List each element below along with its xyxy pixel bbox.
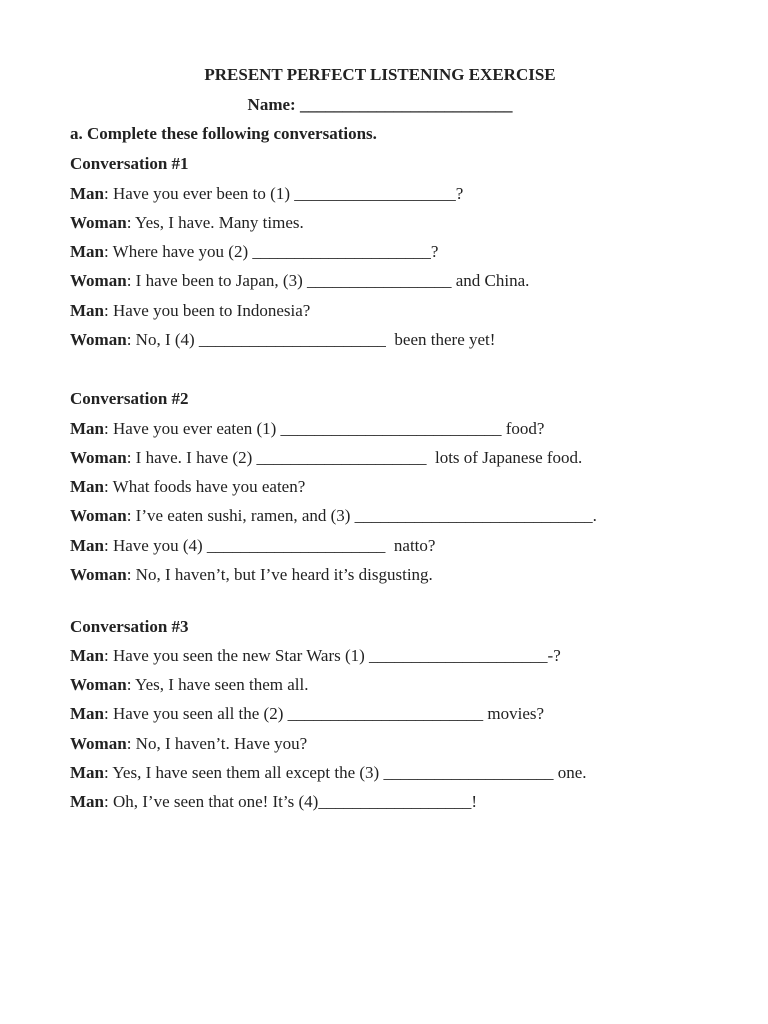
dialogue-line — [70, 646, 561, 666]
dialogue-text: : I have been to Japan, (3) _________________ and China. — [126, 271, 530, 290]
dialogue-text: : Oh, I’ve seen that one! It’s (4)__________________! — [104, 792, 477, 811]
speaker-label: Man — [70, 646, 104, 665]
speaker-label: Man — [70, 184, 104, 203]
dialogue-text: : Yes, I have. Many times. — [126, 213, 304, 232]
speaker-label: Woman — [70, 506, 127, 525]
speaker-label: Man — [70, 242, 104, 261]
speaker-label: Man — [70, 792, 104, 811]
dialogue-line — [70, 271, 529, 291]
dialogue-line — [70, 792, 477, 812]
dialogue-line — [70, 565, 433, 585]
worksheet-title: PRESENT PERFECT LISTENING EXERCISE — [204, 65, 556, 84]
dialogue-text: : Have you seen all the (2) _______________________ movies? — [104, 704, 545, 723]
speaker-label: Woman — [70, 565, 127, 584]
dialogue-line — [70, 419, 544, 439]
dialogue-text: : What foods have you eaten? — [104, 477, 306, 496]
instruction: a. Complete these following conversations. — [70, 124, 377, 143]
name-field-line — [0, 95, 760, 115]
speaker-label: Man — [70, 704, 104, 723]
dialogue-text: : Yes, I have seen them all. — [126, 675, 309, 694]
dialogue-line — [70, 301, 310, 321]
speaker-label: Man — [70, 477, 104, 496]
dialogue-line — [70, 448, 582, 468]
dialogue-line — [70, 763, 587, 783]
conversation-3-heading: Conversation #3 — [70, 617, 189, 636]
dialogue-text: : Have you been to Indonesia? — [104, 301, 311, 320]
dialogue-text: : Have you (4) _____________________ natto? — [104, 536, 436, 555]
speaker-label: Man — [70, 301, 104, 320]
speaker-label: Man — [70, 536, 104, 555]
dialogue-line — [70, 477, 305, 497]
speaker-label: Woman — [70, 213, 127, 232]
conversation-1-heading: Conversation #1 — [70, 154, 189, 173]
speaker-label: Woman — [70, 448, 127, 467]
dialogue-line — [70, 734, 307, 754]
speaker-label: Woman — [70, 675, 127, 694]
dialogue-text: : No, I haven’t. Have you? — [126, 734, 308, 753]
dialogue-line — [70, 536, 435, 556]
dialogue-text: : No, I haven’t, but I’ve heard it’s disgusting. — [126, 565, 433, 584]
dialogue-line — [70, 242, 438, 262]
dialogue-line — [70, 184, 463, 204]
name-blank: _________________________ — [295, 95, 513, 114]
speaker-label: Man — [70, 419, 104, 438]
speaker-label: Man — [70, 763, 104, 782]
dialogue-text: : Yes, I have seen them all except the (3) ____________________ one. — [104, 763, 587, 782]
name-label: Name: — [247, 95, 296, 114]
dialogue-text: : No, I (4) ______________________ been there yet! — [126, 330, 496, 349]
dialogue-text: : I’ve eaten sushi, ramen, and (3) ____________________________. — [126, 506, 597, 525]
dialogue-line — [70, 330, 495, 350]
dialogue-line — [70, 506, 597, 526]
speaker-label: Woman — [70, 330, 127, 349]
dialogue-line — [70, 704, 544, 724]
dialogue-text: : Where have you (2) _____________________? — [104, 242, 439, 261]
dialogue-text: : Have you ever eaten (1) __________________________ food? — [104, 419, 545, 438]
speaker-label: Woman — [70, 734, 127, 753]
dialogue-line — [70, 213, 304, 233]
dialogue-line — [70, 675, 308, 695]
dialogue-text: : I have. I have (2) ____________________ lots of Japanese food. — [126, 448, 583, 467]
dialogue-text: : Have you seen the new Star Wars (1) _____________________-? — [104, 646, 561, 665]
speaker-label: Woman — [70, 271, 127, 290]
dialogue-text: : Have you ever been to (1) ___________________? — [104, 184, 464, 203]
conversation-2-heading: Conversation #2 — [70, 389, 189, 408]
